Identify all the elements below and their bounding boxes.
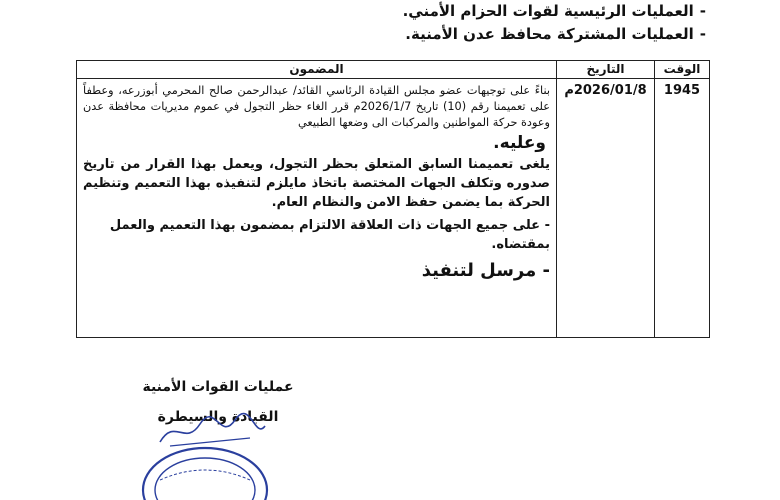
content-heading-therefore: وعليه. [493, 133, 546, 153]
content-cell [77, 79, 557, 338]
bullet-dash: - [699, 25, 706, 43]
column-header-date: التاريخ [557, 61, 655, 79]
column-header-content: المضمون [77, 61, 557, 79]
memo-table [76, 60, 710, 338]
recipient-1: -العمليات الرئيسية لقوات الحزام الأمني. [402, 2, 706, 20]
table-header-row [77, 61, 710, 79]
table-row [77, 79, 710, 338]
signature-line-1: عمليات القوات الأمنية [142, 379, 294, 395]
content-paragraph-compliance: - على جميع الجهات ذات العلاقة الالتزام بمضمون بهذا التعميم والعمل بمقتضاه. [109, 218, 550, 252]
content-paragraph-intro: بناءً على توجيهات عضو مجلس القيادة الرئاسي القائد/ عبدالرحمن صالح المحرمي أبوزرعه، وعطفاً على تعميمنا رقم (10) تاريخ 2026/1/7م قرر الغاء حظر التجول في عموم مديريات محافظة عدن وعودة حركة المواطنين والمركبات الى وضعها الطبيعي [83, 84, 550, 129]
column-header-time: الوقت [655, 61, 710, 79]
bullet-dash: - [699, 2, 706, 20]
recipients-list [246, 0, 706, 46]
time-cell: 1945 [655, 79, 710, 338]
signature-line-2: القيادة والسيطرة [157, 409, 279, 425]
content-paragraph-decision: يلغى تعميمنا السابق المتعلق بحظر التجول، ويعمل بهذا القرار من تاريخ صدوره وتكلف الجهات المختصة باتخاذ مايلزم لتنفيذه بهذا التعميم وتنظيم الحركة بما يضمن حفظ الامن والنظام العام. [83, 157, 550, 210]
date-cell: 2026/01/8م [557, 79, 655, 338]
content-paragraph-dispatch: - مرسل لتنفيذ [421, 260, 550, 281]
recipient-2: -العمليات المشتركة محافظ عدن الأمنية. [405, 25, 706, 43]
official-stamp-icon [135, 430, 275, 500]
